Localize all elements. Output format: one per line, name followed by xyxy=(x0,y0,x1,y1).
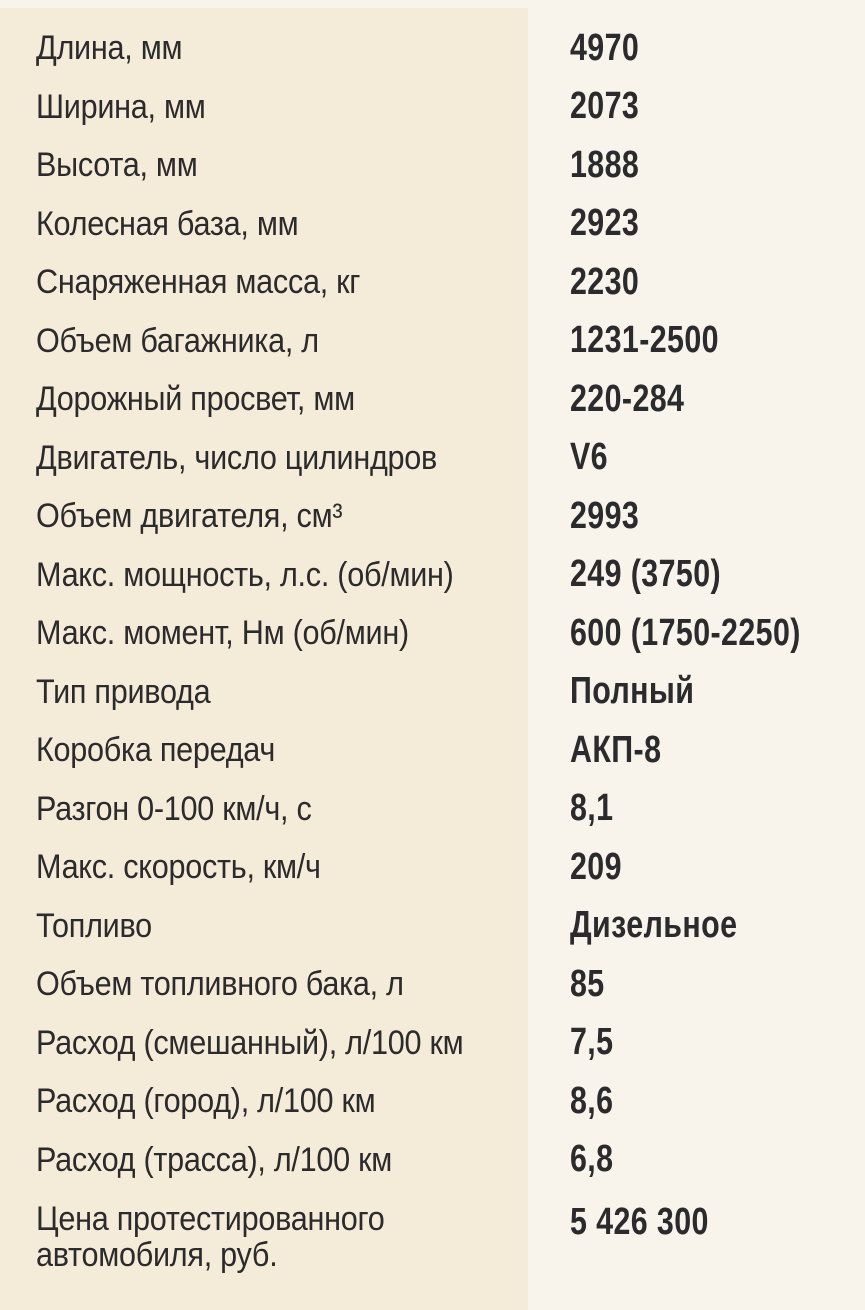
spec-label: Расход (смешанный), л/100 км xyxy=(36,1023,464,1062)
spec-value: V6 xyxy=(570,436,608,479)
spec-value: 2993 xyxy=(570,494,640,537)
spec-row xyxy=(0,487,865,546)
spec-label-cell xyxy=(0,498,528,534)
spec-value: 2073 xyxy=(570,85,640,128)
spec-label-cell xyxy=(0,147,528,183)
spec-value: 6,8 xyxy=(570,1138,614,1181)
spec-value-cell xyxy=(528,85,657,128)
spec-label: Цена протестированного автомобиля, руб. xyxy=(36,1200,385,1275)
spec-label-cell xyxy=(0,89,528,125)
spec-label-cell xyxy=(0,908,528,944)
spec-label: Снаряженная масса, кг xyxy=(36,263,361,302)
spec-value-cell xyxy=(528,319,756,362)
spec-label: Объем багажника, л xyxy=(36,321,319,360)
spec-label-cell xyxy=(0,1142,528,1178)
spec-row xyxy=(0,1131,865,1190)
spec-value-cell xyxy=(528,261,657,304)
spec-row xyxy=(0,604,865,663)
spec-label: Макс. мощность, л.с. (об/мин) xyxy=(36,555,454,594)
spec-value-cell xyxy=(528,1201,744,1244)
spec-label: Высота, мм xyxy=(36,146,198,185)
spec-value: 209 xyxy=(570,845,622,888)
spec-value: АКП-8 xyxy=(570,728,662,771)
spec-row xyxy=(0,253,865,312)
spec-label: Тип привода xyxy=(36,672,211,711)
spec-label: Ширина, мм xyxy=(36,87,206,126)
spec-value: 220-284 xyxy=(570,377,685,420)
spec-label-cell xyxy=(0,966,528,1002)
spec-label-cell xyxy=(0,557,528,593)
spec-label: Макс. момент, Нм (об/мин) xyxy=(36,614,409,653)
spec-value-cell xyxy=(528,612,859,655)
spec-row xyxy=(0,312,865,371)
spec-label-cell xyxy=(0,1083,528,1119)
spec-row xyxy=(0,136,865,195)
spec-value-cell xyxy=(528,495,657,538)
spec-row xyxy=(0,780,865,839)
spec-value-cell xyxy=(528,963,613,1006)
spec-label-cell xyxy=(0,849,528,885)
spec-value: 2923 xyxy=(570,202,640,245)
spec-row xyxy=(0,546,865,605)
spec-label: Топливо xyxy=(36,906,152,945)
spec-label-cell xyxy=(0,30,528,66)
spec-value-cell xyxy=(528,144,657,187)
spec-value-cell xyxy=(528,1138,624,1181)
spec-row xyxy=(0,429,865,488)
spec-row xyxy=(0,370,865,429)
spec-value-cell xyxy=(528,436,617,479)
spec-label: Длина, мм xyxy=(36,29,183,68)
spec-row xyxy=(0,19,865,78)
spec-row xyxy=(0,721,865,780)
spec-label: Объем топливного бака, л xyxy=(36,965,404,1004)
spec-value: 2230 xyxy=(570,260,640,303)
spec-value: 249 (3750) xyxy=(570,553,722,596)
spec-row xyxy=(0,195,865,254)
spec-value: 85 xyxy=(570,962,605,1005)
spec-value: 4970 xyxy=(570,26,640,69)
spec-label: Коробка передач xyxy=(36,731,276,770)
spec-value-cell xyxy=(528,27,657,70)
spec-value: 600 (1750-2250) xyxy=(570,611,801,654)
spec-value: Полный xyxy=(570,670,695,713)
spec-label-cell xyxy=(0,264,528,300)
spec-row xyxy=(0,838,865,897)
spec-value-cell xyxy=(528,729,684,772)
spec-row xyxy=(0,1014,865,1073)
spec-row xyxy=(0,1072,865,1131)
spec-value-cell xyxy=(528,202,657,245)
spec-value-cell xyxy=(528,378,713,421)
spec-label-cell xyxy=(0,1025,528,1061)
spec-value: 1231-2500 xyxy=(570,319,719,362)
spec-label-cell xyxy=(0,615,528,651)
spec-value: 8,1 xyxy=(570,787,614,830)
spec-value: 7,5 xyxy=(570,1021,614,1064)
spec-label-cell xyxy=(0,206,528,242)
spec-row xyxy=(0,78,865,137)
spec-label: Расход (трасса), л/100 км xyxy=(36,1140,393,1179)
spec-label-cell xyxy=(0,323,528,359)
spec-row xyxy=(0,663,865,722)
spec-label: Колесная база, мм xyxy=(36,204,299,243)
spec-value: 1888 xyxy=(570,143,640,186)
spec-value: Дизельное xyxy=(570,904,738,947)
spec-value: 5 426 300 xyxy=(570,1201,709,1243)
spec-row xyxy=(0,897,865,956)
spec-label: Расход (город), л/100 км xyxy=(36,1082,376,1121)
spec-label: Дорожный просвет, мм xyxy=(36,380,355,419)
spec-label-cell xyxy=(0,381,528,417)
spec-value-cell xyxy=(528,904,779,947)
spec-value-cell xyxy=(528,787,624,830)
spec-label: Разгон 0-100 км/ч, с xyxy=(36,789,312,828)
spec-label-cell xyxy=(0,732,528,768)
spec-label: Макс. скорость, км/ч xyxy=(36,848,321,887)
spec-row-price xyxy=(0,1201,865,1301)
spec-label: Объем двигателя, см³ xyxy=(36,497,343,536)
spec-value-cell xyxy=(528,846,635,889)
spec-label-cell xyxy=(0,1201,528,1273)
spec-value-cell xyxy=(528,1080,624,1123)
spec-label-cell xyxy=(0,791,528,827)
spec-value-cell xyxy=(528,1021,624,1064)
spec-label-cell xyxy=(0,674,528,710)
spec-value-cell xyxy=(528,670,725,713)
spec-label-cell xyxy=(0,440,528,476)
spec-value: 8,6 xyxy=(570,1079,614,1122)
spec-value-cell xyxy=(528,553,759,596)
spec-label: Двигатель, число цилиндров xyxy=(36,438,438,477)
spec-row xyxy=(0,955,865,1014)
